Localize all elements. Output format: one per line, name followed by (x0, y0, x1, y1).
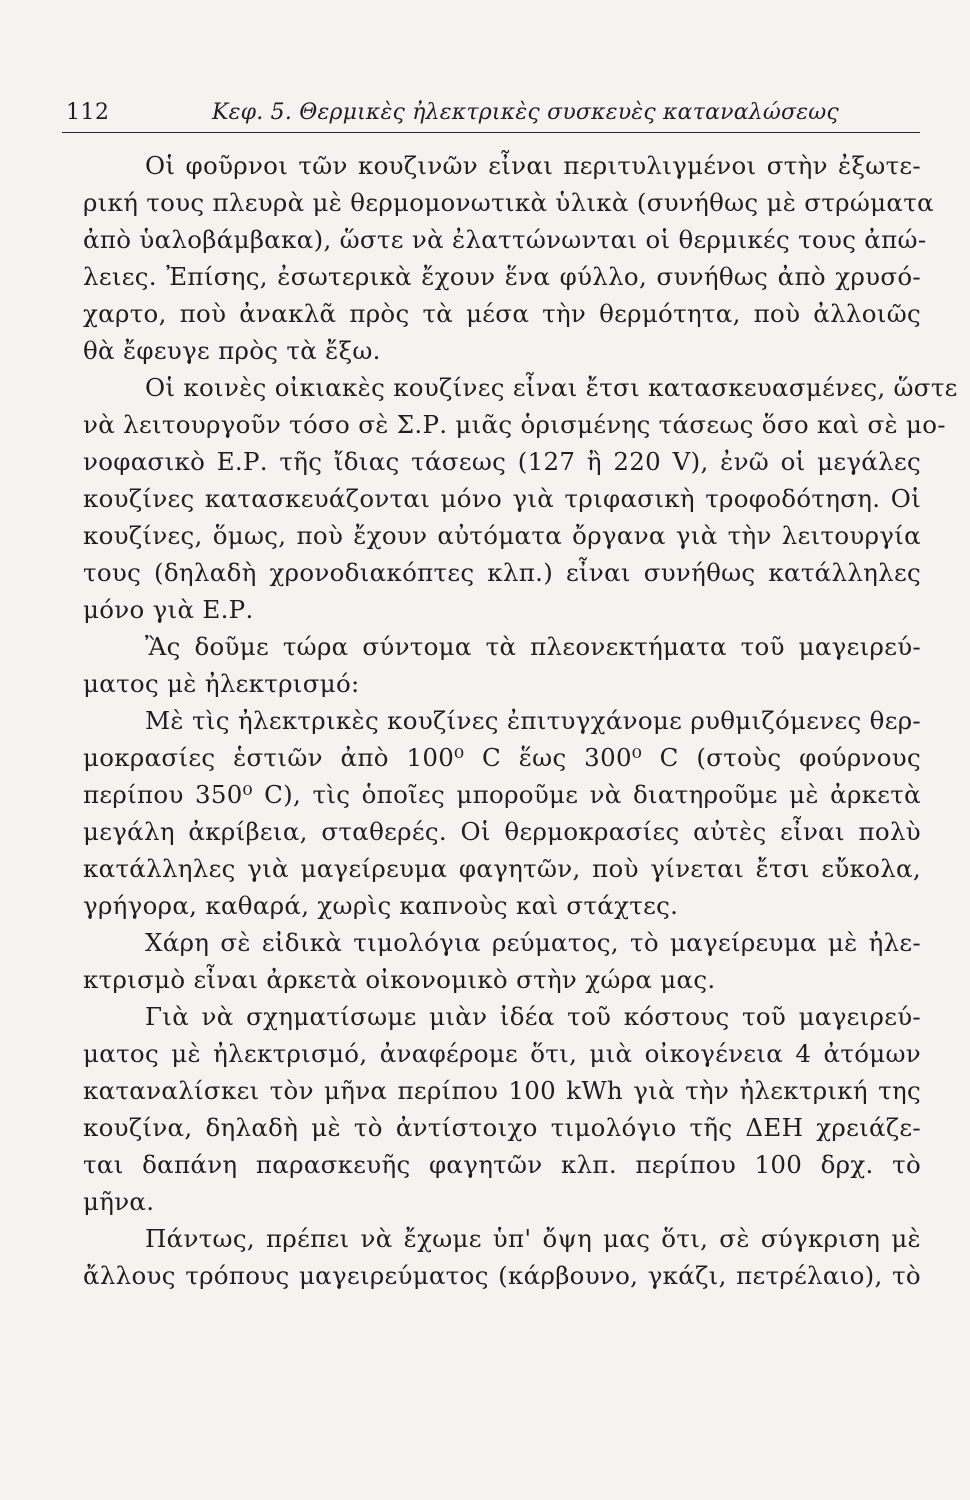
text-line: ματος μὲ ἠλεκτρισμό, ἀναφέρομε ὅτι, μιὰ οἰκογένεια 4 ἀτόμων (83, 1039, 921, 1068)
text-line: ἀπὸ ὑαλοβάμβακα), ὥστε νὰ ἐλαττώνωνται οἱ θερμικές τους ἀπώ- (83, 225, 927, 254)
page-header (62, 96, 920, 133)
text-line: ἄλλους τρόπους μαγειρεύματος (κάρβουνο, γκάζι, πετρέλαιο), τὸ (83, 1261, 921, 1290)
text-line: θὰ ἔφευγε πρὸς τὰ ἔξω. (83, 336, 381, 365)
text-line: κουζίνες, ὅμως, ποὺ ἔχουν αὐτόματα ὄργανα γιὰ τὴν λειτουργία (83, 521, 921, 550)
text-line: γρήγορα, καθαρά, χωρὶς καπνοὺς καὶ στάχτες. (83, 891, 679, 920)
text-line: Οἱ φοῦρνοι τῶν κουζινῶν εἶναι περιτυλιγμένοι στὴν ἐξωτε- (145, 151, 921, 180)
text-line: Οἱ κοινὲς οἰκιακὲς κουζίνες εἶναι ἔτσι κατασκευασμένες, ὥστε (145, 373, 958, 402)
text-line: μῆνα. (83, 1187, 155, 1216)
text-line: κουζίνες κατασκευάζονται μόνο γιὰ τριφασικὴ τροφοδότηση. Οἱ (83, 484, 921, 513)
text-line: μεγάλη ἀκρίβεια, σταθερές. Οἱ θερμοκρασίες αὐτὲς εἶναι πολὺ (83, 817, 921, 846)
text-line: μοκρασίες ἑστιῶν ἀπὸ 100⁰ C ἕως 300⁰ C (στοὺς φούρνους (83, 743, 921, 772)
running-head: Κεφ. 5. Θερμικὲς ἠλεκτρικὲς συσκευὲς καταναλώσεως (212, 100, 839, 125)
text-line: Μὲ τὶς ἠλεκτρικὲς κουζίνες ἐπιτυγχάνομε ρυθμιζόμενες θερ- (145, 706, 921, 735)
text-line: χαρτο, ποὺ ἀνακλᾶ πρὸς τὰ μέσα τὴν θερμότητα, ποὺ ἀλλοιῶς (83, 299, 921, 328)
text-line: κτρισμὸ εἶναι ἀρκετὰ οἰκονομικὸ στὴν χώρα μας. (83, 965, 716, 994)
text-line: λειες. Ἐπίσης, ἐσωτερικὰ ἔχουν ἕνα φύλλο, συνήθως ἀπὸ χρυσό- (83, 262, 921, 291)
text-line: ται δαπάνη παρασκευῆς φαγητῶν κλπ. περίπου 100 δρχ. τὸ (83, 1150, 921, 1179)
text-line: καταναλίσκει τὸν μῆνα περίπου 100 kWh γιὰ τὴν ἠλεκτρική της (83, 1076, 921, 1105)
text-line: νοφασικὸ Ε.Ρ. τῆς ἴδιας τάσεως (127 ἢ 220 V), ἐνῶ οἱ μεγάλες (83, 447, 921, 476)
text-line: Πάντως, πρέπει νὰ ἔχωμε ὑπ' ὄψη μας ὅτι, σὲ σύγκριση μὲ (145, 1224, 921, 1253)
text-line: ρική τους πλευρὰ μὲ θερμομονωτικὰ ὑλικὰ (συνήθως μὲ στρώματα (83, 188, 934, 217)
text-line: μόνο γιὰ Ε.Ρ. (83, 595, 254, 624)
text-line: κατάλληλες γιὰ μαγείρευμα φαγητῶν, ποὺ γίνεται ἔτσι εὔκολα, (83, 854, 921, 883)
text-line: τους (δηλαδὴ χρονοδιακόπτες κλπ.) εἶναι συνήθως κατάλληλες (83, 558, 921, 587)
text-line: Γιὰ νὰ σχηματίσωμε μιὰν ἰδέα τοῦ κόστους τοῦ μαγειρεύ- (145, 1002, 921, 1031)
text-line: κουζίνα, δηλαδὴ μὲ τὸ ἀντίστοιχο τιμολόγιο τῆς ΔΕΗ χρειάζε- (83, 1113, 921, 1142)
text-line: νὰ λειτουργοῦν τόσο σὲ Σ.Ρ. μιᾶς ὁρισμένης τάσεως ὅσο καὶ σὲ μο- (83, 410, 946, 439)
text-line: περίπου 350⁰ C), τὶς ὁποῖες μποροῦμε νὰ διατηροῦμε μὲ ἀρκετὰ (83, 780, 921, 809)
text-line: Ἂς δοῦμε τώρα σύντομα τὰ πλεονεκτήματα τοῦ μαγειρεύ- (145, 632, 921, 661)
page-number: 112 (66, 100, 110, 125)
text-line: ματος μὲ ἠλεκτρισμό: (83, 669, 360, 698)
text-line: Χάρη σὲ εἰδικὰ τιμολόγια ρεύματος, τὸ μαγείρευμα μὲ ἠλε- (145, 928, 921, 957)
body-text (83, 147, 958, 1294)
